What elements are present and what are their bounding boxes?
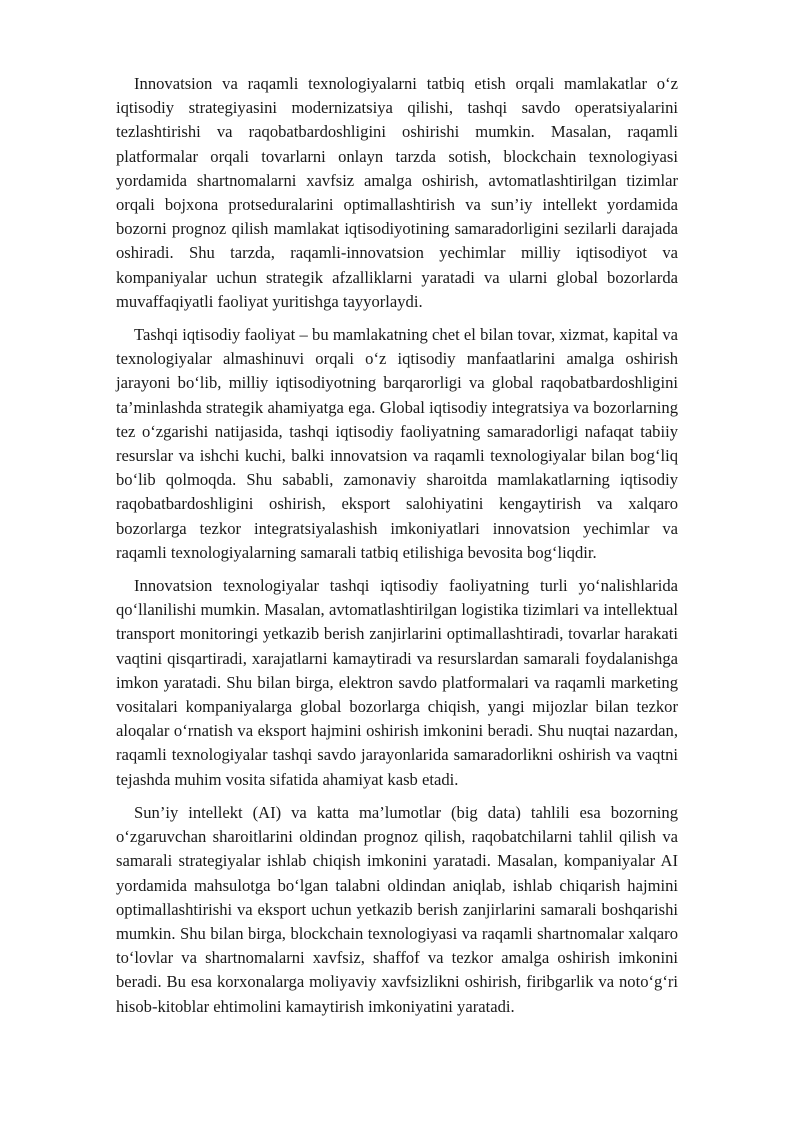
paragraph-4: Sun’iy intellekt (AI) va katta ma’lumotlar (big data) tahlili esa bozorning o‘zgaruvchan sharoitlarini oldindan prognoz qilish, raqobatchilarni tahlil qilish va samarali strategiyalar ishlab chiqish imkonini yaratadi. Masalan, kompaniyalar AI yordamida mahsulotga bo‘lgan talabni oldindan aniqlab, ishlab chiqarish hajmini optimallashtirishi va eksport uchun yetkazib berish zanjirlarini samarali boshqarishi mumkin. Shu bilan birga, blockchain texnologiyasi va raqamli shartnomalar xalqaro to‘lovlar va shartnomalarni xavfsiz, shaffof va tezkor amalga oshirish imkonini beradi. Bu esa korxonalarga moliyaviy xavfsizlikni oshirish, firibgarlik va noto‘g‘ri hisob-kitoblar ehtimolini kamaytirish imkoniyatini yaratadi. [116, 802, 678, 1016]
paragraph-1: Innovatsion va raqamli texnologiyalarni tatbiq etish orqali mamlakatlar o‘z iqtisodiy strategiyasini modernizatsiya qilishi, tashqi savdo operatsiyalarini tezlashtirishi va raqobatbardoshligini oshirishi mumkin. Masalan, raqamli platformalar orqali tovarlarni onlayn tarzda sotish, blockchain texnologiyasi yordamida shartnomalarni xavfsiz amalga oshirish, avtomatlashtirilgan tizimlar orqali bojxona protseduralarini optimallashtirish va sun’iy intellekt yordamida bozorni prognoz qilish mamlakat iqtisodiyotining samaradorligini sezilarli darajada oshiradi. Shu tarzda, raqamli-innovatsion yechimlar milliy iqtisodiyot va kompaniyalar uchun strategik afzalliklarni yaratadi va ularni global bozorlarda muvaffaqiyatli faoliyat yuritishga tayyorlaydi. [116, 74, 678, 311]
paragraph-3: Innovatsion texnologiyalar tashqi iqtisodiy faoliyatning turli yo‘nalishlarida qo‘llanilishi mumkin. Masalan, avtomatlashtirilgan logistika tizimlari va intellektual transport monitoringi yetkazib berish zanjirlarini optimallashtiradi, tovarlar harakati vaqtini qisqartiradi, xarajatlarni kamaytiradi va resurslardan samarali foydalanishga imkon yaratadi. Shu bilan birga, elektron savdo platformalari va raqamli marketing vositalari kompaniyalarga global bozorlarga chiqish, yangi mijozlar bilan tezkor aloqalar o‘rnatish va eksport hajmini oshirish imkonini beradi. Shu nuqtai nazardan, raqamli texnologiyalar tashqi savdo jarayonlarida samaradorlikni oshirish va vaqtni tejashda muhim vosita sifatida ahamiyat kasb etadi. [116, 576, 678, 789]
document-body [116, 72, 678, 1028]
paragraph-2: Tashqi iqtisodiy faoliyat – bu mamlakatning chet el bilan tovar, xizmat, kapital va texnologiyalar almashinuvi orqali o‘z iqtisodiy manfaatlarini amalga oshirish jarayoni bo‘lib, milliy iqtisodiyotning barqarorligi va global raqobatbardoshligini ta’minlashda strategik ahamiyatga ega. Global iqtisodiy integratsiya va bozorlarning tez o‘zgarishi natijasida, tashqi iqtisodiy faoliyatning samaradorligi nafaqat tabiiy resurslar va ishchi kuchi, balki innovatsion va raqamli texnologiyalar bilan bog‘liq bo‘lib qolmoqda. Shu sababli, zamonaviy sharoitda mamlakatlarning iqtisodiy raqobatbardoshligini oshirish, eksport salohiyatini kengaytirish va xalqaro bozorlarga tezkor integratsiyalashish imkoniyatlari innovatsion yechimlar va raqamli texnologiyalarning samarali tatbiq etilishiga bevosita bog‘liqdir. [116, 325, 678, 562]
